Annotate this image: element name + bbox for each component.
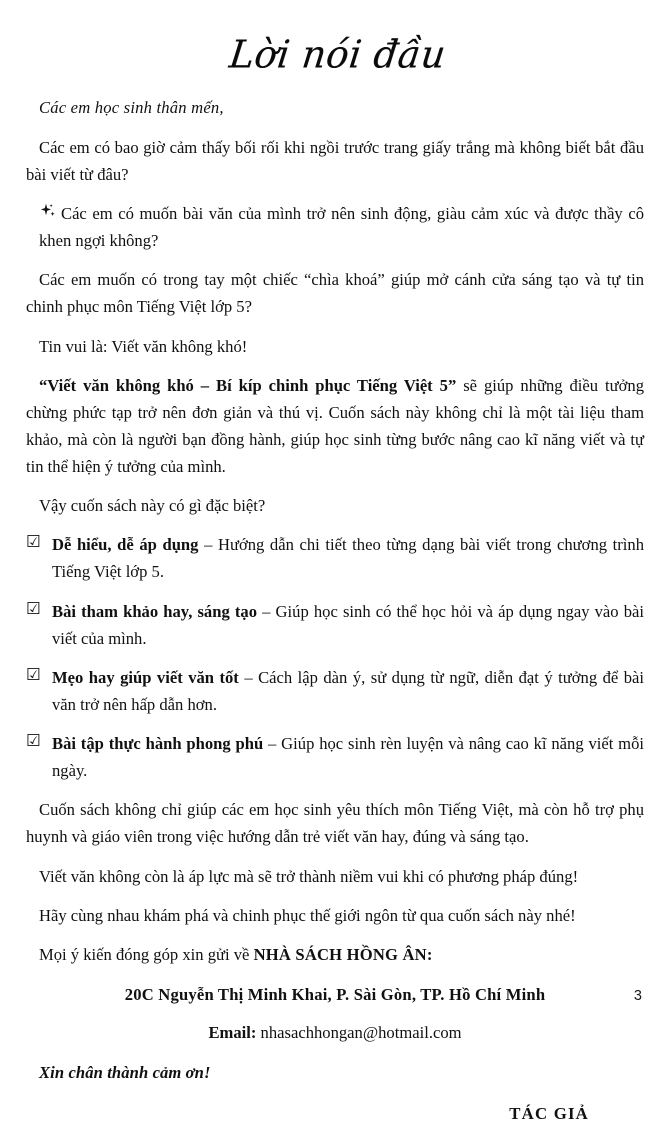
closing-paragraph-2: Viết văn không còn là áp lực mà sẽ trở thành niềm vui khi có phương pháp đúng! bbox=[39, 866, 579, 886]
author-signature: TÁC GIẢ bbox=[509, 1104, 589, 1124]
contact-lead bbox=[26, 942, 644, 969]
closing-paragraph-1: Cuốn sách không chỉ giúp các em học sinh yêu thích môn Tiếng Việt, mà còn hỗ trợ phụ huynh và giáo viên trong việc hướng dẫn trẻ viết văn hay, đúng và sáng tạo. bbox=[26, 800, 644, 847]
book-intro-rest: sẽ giúp những điều tưởng chừng phức tạp trở nên đơn giản và thú vị. Cuốn sách này không chỉ là một tài liệu tham khảo, mà còn là người bạn đồng hành, giúp học sinh từng bước nâng cao kĩ năng viết và tự tin thể hiện ý tưởng của mình. bbox=[26, 376, 644, 476]
list-item-description: – Cách lập dàn ý, sử dụng từ ngữ, diễn đạt ý tưởng để bài văn trở nên hấp dẫn hơn. bbox=[52, 667, 644, 714]
page-number: 3 bbox=[633, 988, 642, 1004]
store-name: NHÀ SÁCH HỒNG ÂN: bbox=[253, 945, 433, 965]
list-item-description: – Giúp học sinh rèn luyện và nâng cao kĩ năng viết mỗi ngày. bbox=[52, 734, 644, 780]
book-title-inline: “Viết văn không khó – Bí kíp chinh phục Tiếng Việt 5” bbox=[39, 376, 457, 395]
sparkle-icon bbox=[39, 200, 58, 215]
paragraph-2 bbox=[26, 201, 644, 255]
checkbox-icon: ☑ bbox=[26, 532, 41, 552]
contact-lead-text: Mọi ý kiến đóng góp xin gửi về bbox=[39, 945, 254, 965]
book-intro-paragraph bbox=[26, 373, 644, 481]
special-question: Vậy cuốn sách này có gì đặc biệt? bbox=[39, 496, 266, 515]
list-item bbox=[26, 731, 644, 785]
list-item bbox=[26, 665, 644, 719]
list-item bbox=[26, 532, 644, 586]
paragraph-2-text: Các em có muốn bài văn của mình trở nên sinh động, giàu cảm xúc và được thầy cô khen ngợi không? bbox=[39, 204, 644, 250]
checkbox-icon: ☑ bbox=[26, 598, 41, 618]
page-title: Lời nói đầu bbox=[226, 32, 448, 77]
checkbox-icon: ☑ bbox=[26, 731, 41, 751]
email-label: Email: bbox=[208, 1022, 257, 1042]
feature-checklist bbox=[26, 532, 644, 785]
email-line bbox=[26, 1020, 644, 1047]
list-item-description: – Hướng dẫn chi tiết theo từng dạng bài viết trong chương trình Tiếng Việt lớp 5. bbox=[52, 535, 644, 582]
paragraph-1: Các em có bao giờ cảm thấy bối rối khi ngồi trước trang giấy trắng mà không biết bắt đầu bài viết từ đâu? bbox=[26, 137, 644, 184]
list-item-term: Bài tập thực hành phong phú bbox=[52, 734, 264, 754]
thanks-line: Xin chân thành cảm ơn! bbox=[39, 1062, 211, 1082]
list-item-description: – Giúp học sinh có thể học hỏi và áp dụng ngay vào bài viết của mình. bbox=[52, 601, 644, 648]
page-body bbox=[26, 95, 644, 1128]
list-item-term: Mẹo hay giúp viết văn tốt bbox=[52, 667, 239, 687]
email-value bbox=[256, 1023, 461, 1042]
closing-paragraph-3: Hãy cùng nhau khám phá và chinh phục thế giới ngôn từ qua cuốn sách này nhé! bbox=[39, 906, 576, 925]
list-item-term: Bài tham khảo hay, sáng tạo bbox=[52, 601, 257, 621]
store-address: 20C Nguyễn Thị Minh Khai, P. Sài Gòn, TP. Hồ Chí Minh bbox=[124, 984, 546, 1004]
list-item bbox=[26, 599, 644, 653]
list-item-term: Dễ hiểu, dễ áp dụng bbox=[52, 535, 199, 555]
checkbox-icon: ☑ bbox=[26, 664, 41, 684]
paragraph-4: Tin vui là: Viết văn không khó! bbox=[39, 336, 248, 356]
paragraph-3: Các em muốn có trong tay một chiếc “chìa khoá” giúp mở cánh cửa sáng tạo và tự tin chinh phục môn Tiếng Việt lớp 5? bbox=[26, 270, 644, 317]
page-title-wrap bbox=[0, 34, 669, 77]
email-address: nhasachhongan@hotmail.com bbox=[260, 1022, 462, 1042]
salutation: Các em học sinh thân mến, bbox=[39, 98, 224, 117]
